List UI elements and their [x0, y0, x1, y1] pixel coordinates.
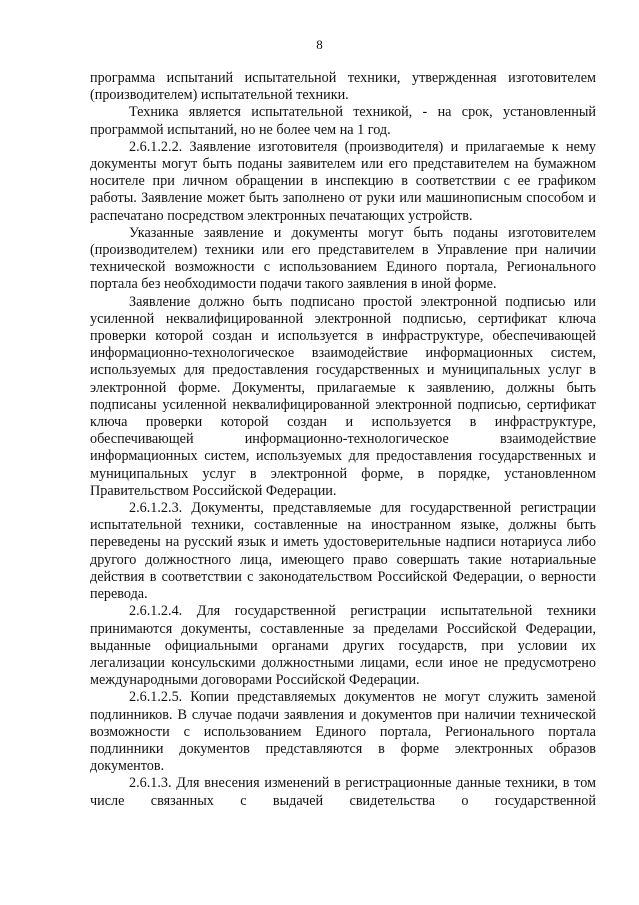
document-body: [90, 70, 596, 810]
paragraph-6: 2.6.1.2.3. Документы, представляемые для государственной регистрации испытательной техники, составленные на иностранном языке, должны быть переведены на русский язык и иметь удостоверительные надписи нотариуса либо другого должностного лица, имеющего право совершать такие нотариальные действия в соответствии с законодательством Российской Федерации, о верности перевода.: [90, 500, 596, 603]
paragraph-7: 2.6.1.2.4. Для государственной регистрации испытательной техники принимаются документы, составленные за пределами Российской Федерации, выданные официальными органами других государств, при условии их легализации консульскими должностными лицами, если иное не предусмотрено международными договорами Российской Федерации.: [90, 603, 596, 689]
paragraph-3: 2.6.1.2.2. Заявление изготовителя (производителя) и прилагаемые к нему документы могут быть поданы заявителем или его представителем на бумажном носителе при личном обращении в инспекцию в соответствии с ее графиком работы. Заявление может быть заполнено от руки или машинописным способом и распечатано посредством электронных печатающих устройств.: [90, 138, 596, 224]
paragraph-1: программа испытаний испытательной техники, утвержденная изготовителем (производителем) испытательной техники.: [90, 70, 596, 104]
paragraph-5: Заявление должно быть подписано простой электронной подписью или усиленной неквалифицированной электронной подписью, сертификат ключа проверки которой создан и используется в инфраструктуре, обеспечивающей информационно-технологическое взаимодействие информационных систем, используемых для предоставления государственных и муниципальных услуг в электронной форме. Документы, прилагаемые к заявлению, должны быть подписаны усиленной неквалифицированной электронной подписью, сертификат ключа проверки которой создан и используется в инфраструктуре, обеспечивающей информационно-технологическое взаимодействие информационных систем, используемых для предоставления государственных и муниципальных услуг в электронной форме, в порядке, установленном Правительством Российской Федерации.: [90, 293, 596, 499]
paragraph-2: Техника является испытательной техникой, - на срок, установленный программой испытаний, но не более чем на 1 год.: [90, 104, 596, 138]
page-number: 8: [316, 37, 323, 52]
paragraph-9: 2.6.1.3. Для внесения изменений в регистрационные данные техники, в том числе связанных с выдачей свидетельства о государственной: [90, 775, 596, 809]
paragraph-4: Указанные заявление и документы могут быть поданы изготовителем (производителем) техники или его представителем в Управление при наличии технической возможности с использованием Единого портала, Регионального портала без необходимости подачи такого заявления в иной форме.: [90, 224, 596, 293]
paragraph-8: 2.6.1.2.5. Копии представляемых документов не могут служить заменой подлинников. В случае подачи заявления и документов при наличии технической возможности с использованием Единого портала, Регионального портала подлинники документов представляются в форме электронных образов документов.: [90, 689, 596, 775]
